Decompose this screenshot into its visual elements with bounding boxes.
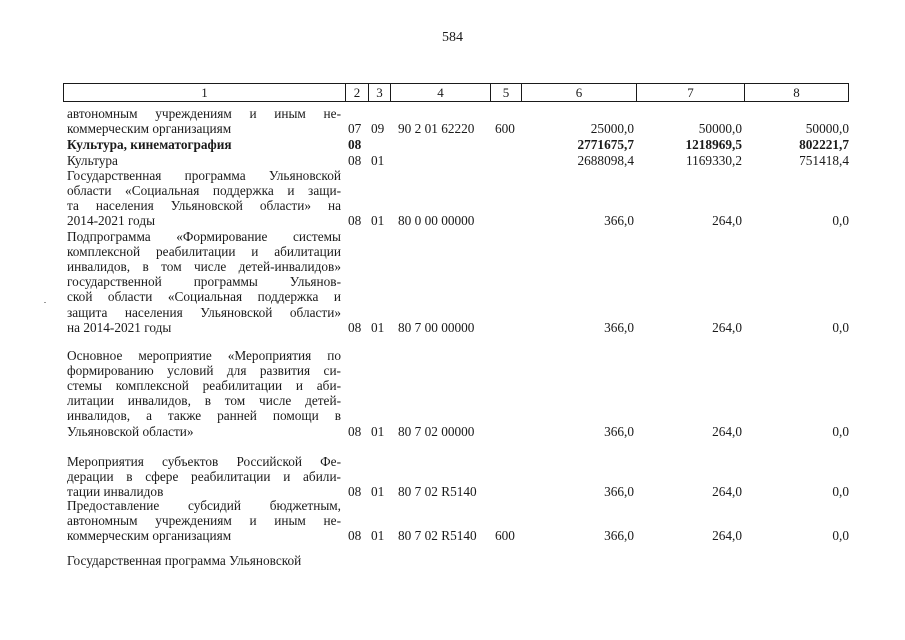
row-cell-c7: 264,0: [712, 319, 742, 335]
row-name-line: литации инвалидов, в том числе детей-: [67, 393, 341, 409]
row-cell-c5: 600: [495, 121, 515, 137]
column-header-6: 6: [522, 84, 637, 101]
row-cell-c2: 08: [348, 528, 362, 544]
row-cell-c4: 80 7 00 00000: [398, 319, 475, 335]
row-name-line: формированию условий для развития си-: [67, 363, 341, 379]
row-cell-c4: 80 7 02 00000: [398, 423, 475, 439]
column-header-7: 7: [637, 84, 745, 101]
row-name-line: Подпрограмма «Формирование системы: [67, 229, 341, 244]
row-cell-c4: 90 2 01 62220: [398, 121, 475, 137]
row-cell-c2: 08: [348, 213, 362, 229]
column-header-4: 4: [391, 84, 491, 101]
row-name-line: инвалидов, в том числе детей-инвалидов»: [67, 259, 341, 275]
row-name-line: Культура, кинематография: [67, 137, 232, 152]
row-cell-c7: 1169330,2: [685, 153, 742, 168]
row-name-line: 2014-2021 годы: [67, 213, 156, 229]
row-cell-c8: 0,0: [832, 319, 849, 335]
row-cell-c7: 264,0: [712, 528, 742, 544]
column-header-2: 2: [346, 84, 369, 101]
column-header-1: 1: [64, 84, 346, 101]
row-name-line: инвалидов, а также ранней помощи в: [67, 408, 341, 424]
row-name-line: Государственная программа Ульяновской: [67, 168, 341, 183]
row-cell-c2: 08: [348, 319, 362, 335]
row-cell-c6: 366,0: [604, 213, 634, 229]
row-cell-c3: 09: [371, 121, 385, 137]
row-cell-c6: 366,0: [604, 423, 634, 439]
row-cell-c7: 264,0: [712, 484, 742, 500]
column-header-8: 8: [793, 85, 800, 100]
row-cell-c7: 264,0: [712, 423, 742, 439]
row-name-line: Предоставление субсидий бюджетным,: [67, 498, 341, 513]
row-name-line: та населения Ульяновской области» на: [67, 198, 341, 214]
row-cell-c8: 802221,7: [799, 137, 849, 152]
row-name-line: Ульяновской области»: [67, 423, 194, 439]
row-cell-c3: 01: [371, 484, 385, 500]
row-name-line: автономным учреждениям и иным не-: [67, 513, 341, 529]
row-cell-c4: 80 0 00 00000: [398, 213, 475, 229]
row-name-line: стемы комплексной реабилитации и аби-: [67, 378, 341, 394]
row-cell-c7: 50000,0: [698, 121, 742, 137]
column-header-3: 3: [369, 84, 391, 101]
row-name-line: Мероприятия субъектов Российской Фе-: [67, 454, 341, 469]
row-cell-c2: 08: [348, 484, 362, 500]
row-cell-c6: 2771675,7: [577, 137, 634, 152]
row-name-line: государственной программы Ульянов-: [67, 274, 341, 290]
row-cell-c3: 01: [371, 528, 385, 544]
table-header: [63, 83, 849, 102]
row-cell-c2: 07: [348, 121, 362, 137]
column-header-5: 5: [491, 84, 522, 101]
row-cell-c4: 80 7 02 R5140: [398, 484, 477, 500]
row-name-line: области «Социальная поддержка и защи-: [67, 183, 341, 199]
row-cell-c7: 1218969,5: [685, 137, 742, 152]
row-name-line: на 2014-2021 годы: [67, 319, 172, 335]
row-cell-c7: 264,0: [712, 213, 742, 229]
row-name-line: коммерческим организациям: [67, 528, 232, 544]
row-name-line: комплексной реабилитации и абилитации: [67, 244, 341, 260]
row-cell-c6: 366,0: [604, 528, 634, 544]
row-cell-c3: 01: [371, 153, 385, 168]
row-cell-c3: 01: [371, 319, 385, 335]
page-number: 584: [442, 30, 463, 45]
row-cell-c6: 25000,0: [590, 121, 634, 137]
row-cell-c2: 08: [348, 153, 362, 168]
row-cell-c8: 0,0: [832, 484, 849, 500]
row-cell-c6: 366,0: [604, 484, 634, 500]
row-name-line: тации инвалидов: [67, 484, 164, 500]
row-name-line: Культура: [67, 153, 118, 168]
row-cell-c8: 0,0: [832, 423, 849, 439]
row-cell-c3: 01: [371, 423, 385, 439]
row-name-line: коммерческим организациям: [67, 121, 232, 137]
row-name-line: Основное мероприятие «Мероприятия по: [67, 348, 341, 363]
row-cell-c2: 08: [348, 423, 362, 439]
row-name-line: защита населения Ульяновской области»: [67, 304, 341, 320]
row-cell-c3: 01: [371, 213, 385, 229]
row-name-line: ской области «Социальная поддержка и: [67, 289, 341, 305]
row-name-line: автономным учреждениям и иным не-: [67, 106, 341, 121]
row-name-line: Государственная программа Ульяновской: [67, 553, 302, 568]
row-cell-c5: 600: [495, 528, 515, 544]
row-cell-c6: 2688098,4: [577, 153, 634, 168]
row-name-line: дерации в сфере реабилитации и абили-: [67, 469, 341, 485]
row-cell-c8: 0,0: [832, 528, 849, 544]
row-cell-c6: 366,0: [604, 319, 634, 335]
row-cell-c2: 08: [348, 137, 362, 152]
scan-speck: [44, 302, 46, 303]
row-cell-c8: 751418,4: [799, 153, 849, 168]
row-cell-c8: 0,0: [832, 213, 849, 229]
row-cell-c4: 80 7 02 R5140: [398, 528, 477, 544]
row-cell-c8: 50000,0: [805, 121, 849, 137]
